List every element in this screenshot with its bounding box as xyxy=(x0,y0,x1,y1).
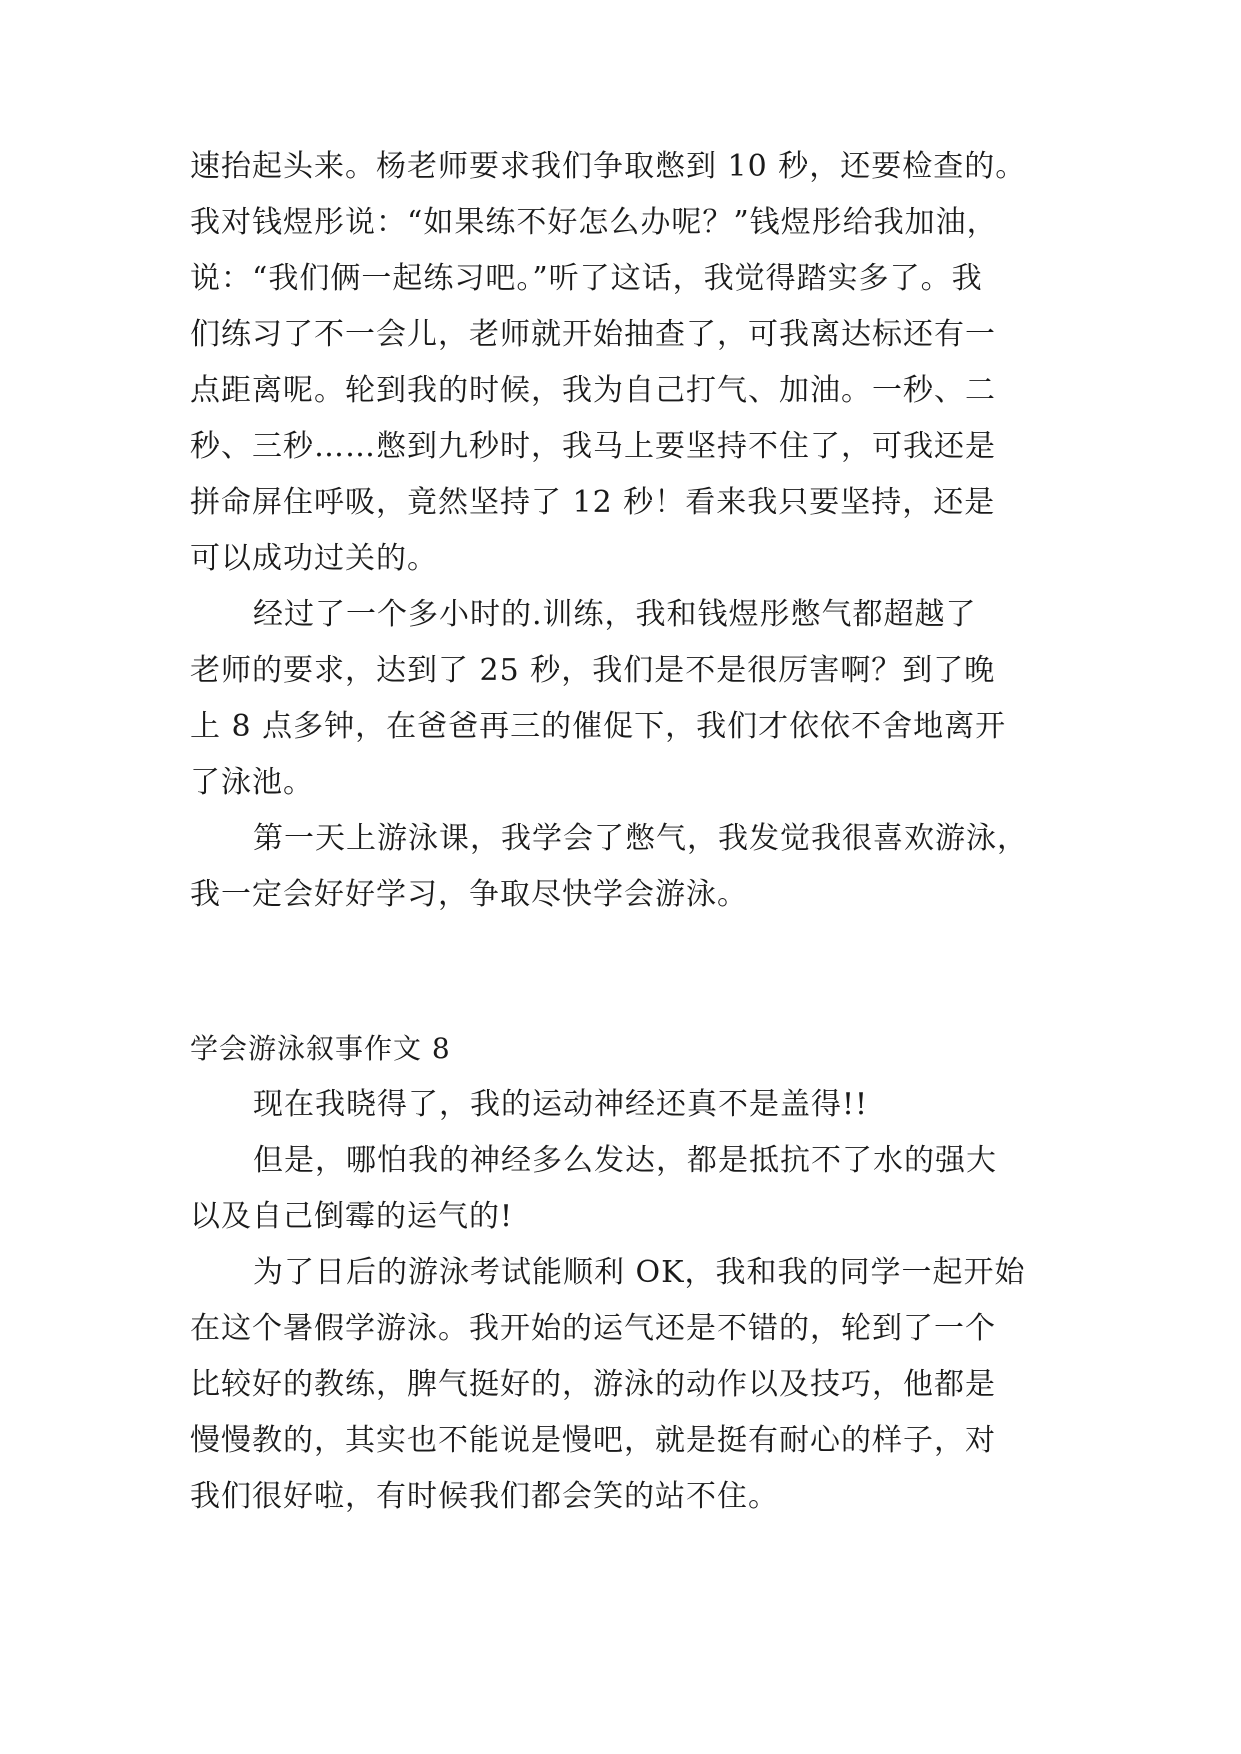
paragraph-line: 在这个暑假学游泳。我开始的运气还是不错的，轮到了一个 xyxy=(190,1311,996,1346)
paragraph-line: 我一定会好好学习，争取尽快学会游泳。 xyxy=(190,877,748,912)
paragraph-line: 可以成功过关的。 xyxy=(190,541,438,576)
paragraph-line: 拼命屏住呼吸，竟然坚持了 12 秒！看来我只要坚持，还是 xyxy=(190,485,996,520)
paragraph-line: 比较好的教练，脾气挺好的，游泳的动作以及技巧，他都是 xyxy=(190,1367,996,1402)
paragraph-line: 现在我晓得了，我的运动神经还真不是盖得!! xyxy=(253,1087,869,1122)
paragraph-line: 们练习了不一会儿，老师就开始抽查了，可我离达标还有一 xyxy=(190,317,996,352)
paragraph-line: 了泳池。 xyxy=(190,765,314,800)
paragraph-line: 但是，哪怕我的神经多么发达，都是抵抗不了水的强大 xyxy=(253,1143,997,1178)
paragraph-line: 上 8 点多钟，在爸爸再三的催促下，我们才依依不舍地离开 xyxy=(190,709,1007,744)
paragraph-line: 说：“我们俩一起练习吧。”听了这话，我觉得踏实多了。我 xyxy=(190,261,983,296)
paragraph-line: 老师的要求，达到了 25 秒，我们是不是很厉害啊？到了晚 xyxy=(190,653,996,688)
paragraph-line: 秒、三秒……憋到九秒时，我马上要坚持不住了，可我还是 xyxy=(190,429,996,464)
paragraph-line: 慢慢教的，其实也不能说是慢吧，就是挺有耐心的样子，对 xyxy=(190,1423,996,1458)
paragraph-line: 为了日后的游泳考试能顺利 OK，我和我的同学一起开始 xyxy=(253,1255,1026,1290)
section-title: 学会游泳叙事作文 8 xyxy=(190,1032,451,1065)
paragraph-line: 我对钱煜彤说：“如果练不好怎么办呢？”钱煜彤给我加油， xyxy=(190,205,998,240)
paragraph-line: 经过了一个多小时的.训练，我和钱煜彤憋气都超越了 xyxy=(253,597,977,632)
paragraph-line: 第一天上游泳课，我学会了憋气，我发觉我很喜欢游泳， xyxy=(253,821,1028,856)
paragraph-line: 我们很好啦，有时候我们都会笑的站不住。 xyxy=(190,1479,779,1514)
paragraph-line: 点距离呢。轮到我的时候，我为自己打气、加油。一秒、二 xyxy=(190,373,996,408)
paragraph-line: 以及自己倒霉的运气的! xyxy=(190,1199,514,1234)
paragraph-line: 速抬起头来。杨老师要求我们争取憋到 10 秒，还要检查的。 xyxy=(190,149,1027,184)
